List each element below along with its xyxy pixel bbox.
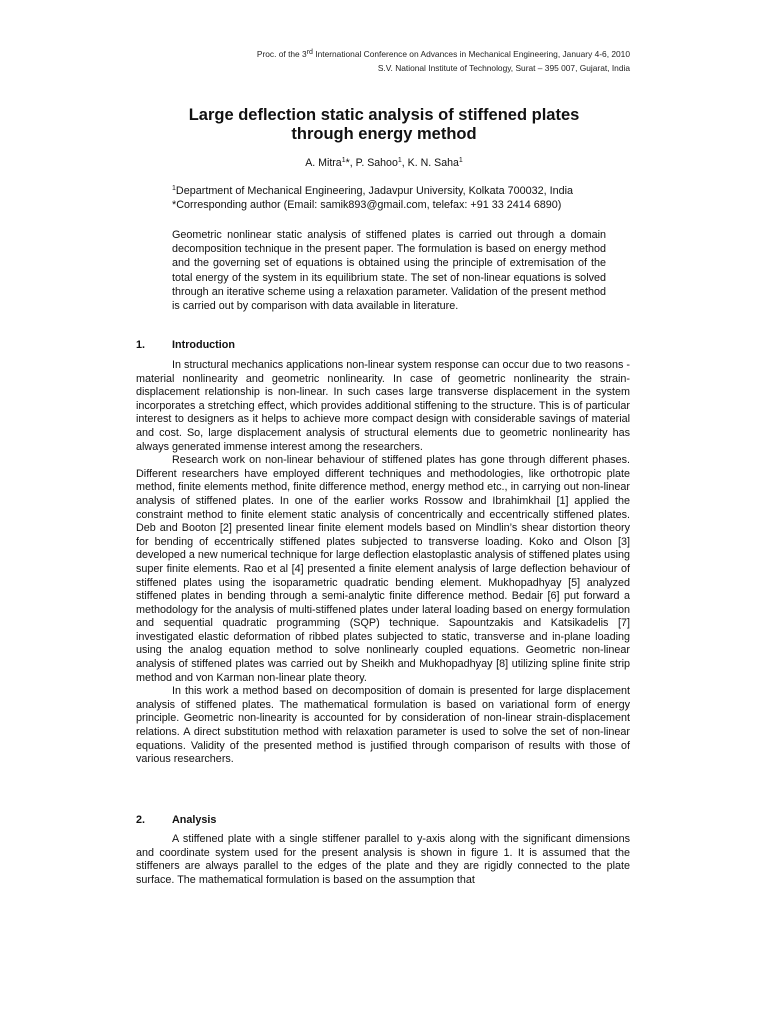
- title-line-2: through energy method: [291, 125, 477, 143]
- paper-title: [0, 106, 768, 144]
- title-line-1: Large deflection static analysis of stiffened plates: [188, 106, 580, 124]
- affiliation-department: $^1$Department of Mechanical Engineering, Jadavpur University, Kolkata 700032, India: [172, 185, 574, 197]
- section-heading-introduction: 1. Introduction: [136, 339, 235, 351]
- paragraph: A stiffened plate with a single stiffener parallel to y-axis along with the significant dimensions and coordinate system used for the present analysis is shown in figure 1. It is assumed that the stiffeners are always parallel to the edges of the plate and they are rigidly connected to the plate surface. The mathematical formulation is based on the assumption that: [136, 833, 630, 886]
- section-heading-analysis: 2. Analysis: [136, 814, 217, 826]
- author-name: K. N. Saha: [407, 157, 459, 169]
- paragraph: In this work a method based on decomposition of domain is presented for large displacement analysis of stiffened plates. The mathematical formulation is based on variational form of energy principle. Geometric non-linearity is accounted for by consideration of non-linear strain-displacement relations. A direct substitution method with relaxation parameter is used to solve the set of non-linear equations. Validity of the presented method is justified through comparison of results with those of various researchers.: [136, 685, 630, 766]
- author-name: A. Mitra: [305, 157, 342, 169]
- introduction-body: [136, 359, 630, 767]
- institute-header: S.V. National Institute of Technology, Surat – 395 007, Gujarat, India: [377, 63, 630, 73]
- analysis-body: [136, 833, 630, 887]
- conference-header: Proc. of the 3rd International Conference on Advances in Mechanical Engineering, January 4-6, 2010: [256, 49, 630, 59]
- corresponding-author: *Corresponding author (Email: samik893@gmail.com, telefax: +91 33 2414 6890): [172, 199, 562, 211]
- author-name: P. Sahoo: [355, 157, 398, 169]
- author-list: A. Mitra$^1$*, P. Sahoo$^1$, K. N. Saha$^1$: [305, 157, 463, 169]
- paragraph: Research work on non-linear behaviour of stiffened plates has gone through different phases. Different researchers have employed different techniques and methodologies, like orthotropic plate method, finite elements method, finite difference method, energy method etc., in carrying out non-linear analysis of stiffened plates. In one of the earlier works Rossow and Ibrahimkhail [1] applied the constraint method to finite element static analysis of concentrically and eccentrically stiffened plates. Deb and Booton [2] presented linear finite element models based on Mindlin’s shear distortion theory for bending of eccentrically stiffened plates subjected to transverse loading. Koko and Olson [3] developed a new numerical technique for large deflection elastoplastic analysis of stiffened plates using super finite elements. Rao et al [4] presented a finite element analysis of large deflection behaviour of stiffened plates using the isoparametric quadratic bending element. Mukhopadhyay [5] analyzed stiffened plates in bending through a semi-analytic finite difference method. Bedair [6] put forward a methodology for the analysis of multi-stiffened plates under lateral loading based on energy formulation and sequential quadratic programming (SQP) technique. Sapountzakis and Katsikadelis [7] investigated elastic deformation of ribbed plates subjected to static, transverse and in-plane loading using the analog equation method to solve nonlinearly coupled equations. Geometric non-linear analysis of stiffened plates was carried out by Sheikh and Mukhopadhyay [8] utilizing spline finite strip method and von Karman non-linear plate theory.: [136, 454, 630, 684]
- abstract: Geometric nonlinear static analysis of stiffened plates is carried out through a domain decomposition technique in the present paper. The formulation is based on energy method and the governing set of equations is obtained using the principle of extremisation of the total energy of the system in its equilibrium state. The set of non-linear equations is solved through an iterative scheme using a relaxation parameter. Validation of the present method is carried out by comparison with data available in literature.: [172, 229, 606, 313]
- paragraph: In structural mechanics applications non-linear system response can occur due to two reasons - material nonlinearity and geometric nonlinearity. In case of geometric nonlinearity the strain-displacement relationship is non-linear. In such cases large transverse displacement in the system incorporates a stretching effect, which provides additional stiffening to the structure. This is of particular interest to designers as it helps to achieve more compact design with considerable savings of material and cost. So, large displacement analysis of structural elements due to geometric nonlinearity has always generated immense interest among the researchers.: [136, 359, 630, 453]
